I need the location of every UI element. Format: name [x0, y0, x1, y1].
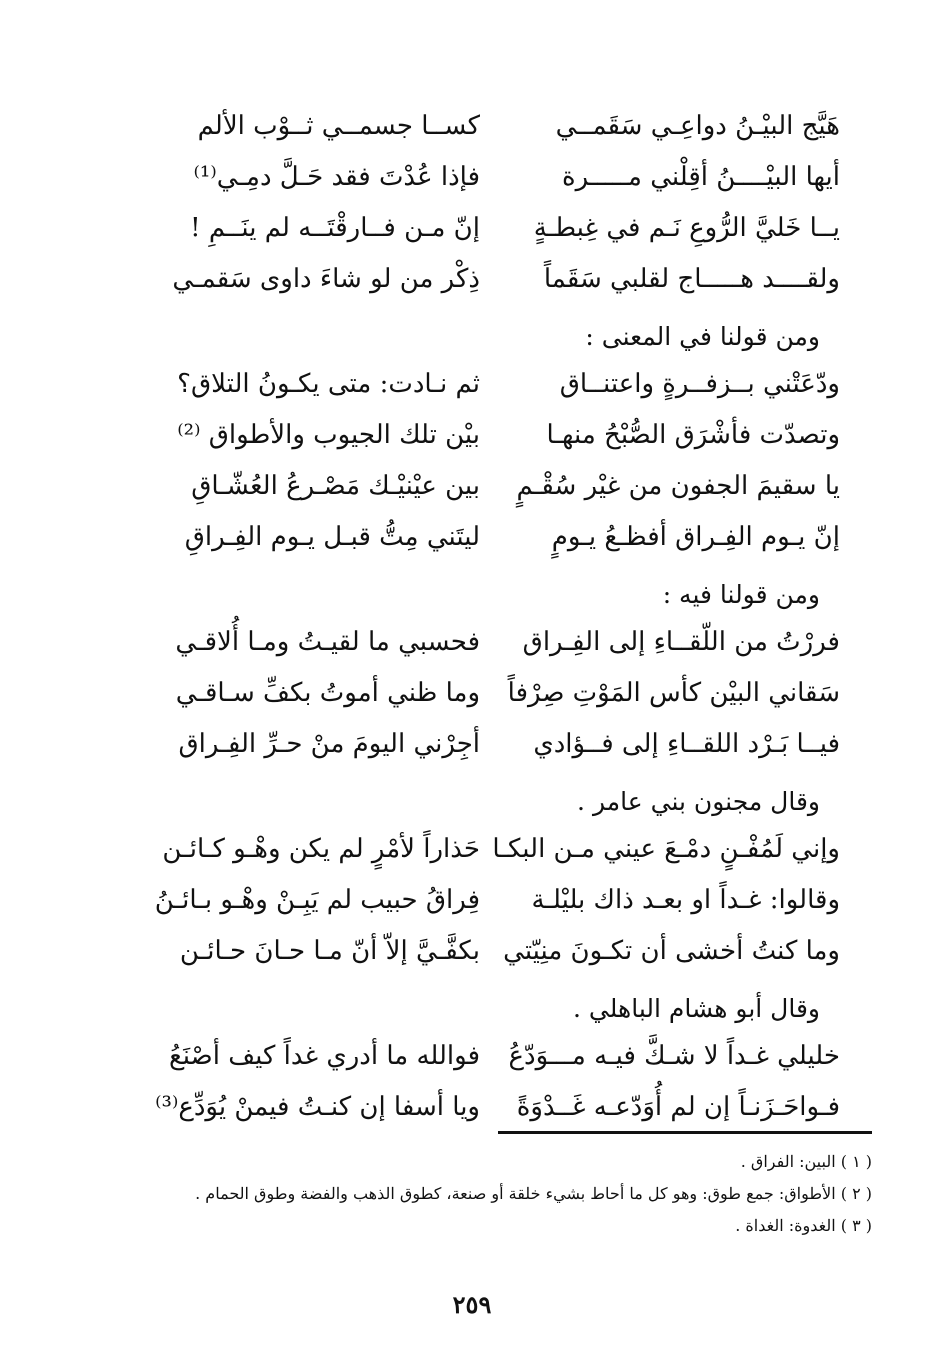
second-hemistich: ثم نـادت: متى يكـونُ التلاق؟ [177, 368, 480, 399]
first-hemistich: وإني لَمُفْـنٍ دمْـعَ عيني مـن البكـا [492, 833, 840, 864]
section-intro: ومن قولنا فيه : [662, 580, 820, 609]
verse-line [150, 874, 840, 925]
verse-line [150, 151, 840, 202]
verse-line [150, 718, 840, 769]
poem-section [150, 320, 840, 578]
section-intro: وقال أبو هشام الباهلي . [573, 994, 820, 1023]
footnote: ( ١ ) البين: الفراق . [740, 1152, 872, 1171]
second-hemistich: ذِكْر من لو شاءَ داوى سَقمـي [172, 263, 480, 294]
first-hemistich: وما كنتُ أخشى أن تكـونَ منِيّتي [503, 935, 840, 966]
footnote-separator [498, 1131, 872, 1134]
poem-section [150, 992, 840, 1148]
second-hemistich: بين عيْنيْـك مَصْـرعُ العُشّـاقِ [191, 470, 480, 501]
verse-line [150, 100, 840, 151]
verse-line [150, 358, 840, 409]
poem-section [150, 578, 840, 785]
verse-line [150, 460, 840, 511]
first-hemistich: ولقــــد هـــــاج لقلبي سَقَماً [543, 263, 840, 294]
verse-line [150, 253, 840, 304]
first-hemistich: ودّعَتْني بــزفــرةٍ واعتنــاق [559, 368, 840, 399]
first-hemistich: فـواحَـزَنـاً إن لم أُوَدّعـه غَــدْوَةً [516, 1091, 840, 1122]
second-hemistich: كســا جسمــي ثــوْب الألم [197, 110, 480, 141]
poem-sections [150, 100, 840, 1148]
verse-line [150, 511, 840, 562]
second-hemistich: فحسبي ما لقيـتُ ومـا أُلاقـي [175, 626, 480, 657]
footnote: ( ٢ ) الأطواق: جمع طوق: وهو كل ما أحاط بشيء خلقة أو صنعة، كطوق الذهب والفضة وطوق الحمام . [195, 1184, 872, 1203]
first-hemistich: وتصدّت فأشْرَق الصُّبْحُ منهـا [546, 419, 840, 450]
poem-section [150, 785, 840, 992]
second-hemistich: وما ظني أموتُ بكفِّ سـاقـي [175, 677, 480, 708]
first-hemistich: إنّ يـوم الفِـراق أفظـعُ يـومٍ [551, 521, 840, 552]
second-hemistich: فوالله ما أدري غداً كيف أصْنَعُ [168, 1040, 480, 1071]
poem-section [150, 100, 840, 320]
second-hemistich: بيْن تلك الجيوب والأطواق ⁽²⁾ [177, 419, 480, 450]
first-hemistich: أيها البيْــــنُ أقِلْني مـــــرة [561, 161, 840, 192]
first-hemistich: فيــا بَـرْد اللقــاءِ إلى فــؤادي [533, 728, 840, 759]
verse-line [150, 667, 840, 718]
first-hemistich: هَيَّج البيْـنُ دواعِـي سَقَمــي [555, 110, 840, 141]
second-hemistich: إنّ مـن فــارقْتَــه لم ينَــمِ ! [190, 212, 480, 243]
first-hemistich: خليلي غـداً لا شـكَّ فيـه مـــوَدّعُ [508, 1040, 840, 1071]
first-hemistich: سَقاني البيْن كأس المَوْتِ صِرْفاً [507, 677, 840, 708]
second-hemistich: بكفَّـيَّ إلاّ أنّ مـا حـانَ حـائـن [179, 935, 480, 966]
verse-line [150, 202, 840, 253]
verse-line [150, 925, 840, 976]
first-hemistich: وقالوا: غـداً او بعـد ذاك بليْلـة [531, 884, 840, 915]
second-hemistich: فِراقُ حبيب لم يَبِـنْ وهْـو بـائـنُ [154, 884, 480, 915]
section-intro: وقال مجنون بني عامر . [577, 787, 820, 816]
first-hemistich: يا سقيمَ الجفون من غيْر سُقْـمٍ [516, 470, 840, 501]
verse-line [150, 823, 840, 874]
verse-line [150, 616, 840, 667]
second-hemistich: فإذا عُدْتَ فقد حَـلَّ دمِـي⁽¹⁾ [193, 161, 480, 192]
second-hemistich: حَذاراً لأمْرٍ لم يكن وهْـو كـائـن [162, 833, 480, 864]
second-hemistich: ليتَني مِتُّ قبـل يـوم الفِـراقِ [184, 521, 480, 552]
verse-line [150, 1081, 840, 1132]
first-hemistich: فررْتُ من اللّقــاءِ إلى الفِـراق [522, 626, 840, 657]
first-hemistich: يــا خَليَّ الرُّوعِ نَـم في غِبطـةٍ [533, 212, 840, 243]
verse-line [150, 1030, 840, 1081]
second-hemistich: ويا أسفا إن كنـتُ فيمنْ يُوَدِّع⁽³⁾ [155, 1091, 480, 1122]
footnote: ( ٣ ) الغدوة: الغداة . [735, 1216, 872, 1235]
section-intro: ومن قولنا في المعنى : [585, 322, 820, 351]
second-hemistich: أجِرْني اليومَ منْ حـرِّ الفِـراق [178, 728, 480, 759]
verse-line [150, 409, 840, 460]
page-number: ٢٥٩ [452, 1290, 492, 1319]
footnotes [140, 1146, 872, 1242]
